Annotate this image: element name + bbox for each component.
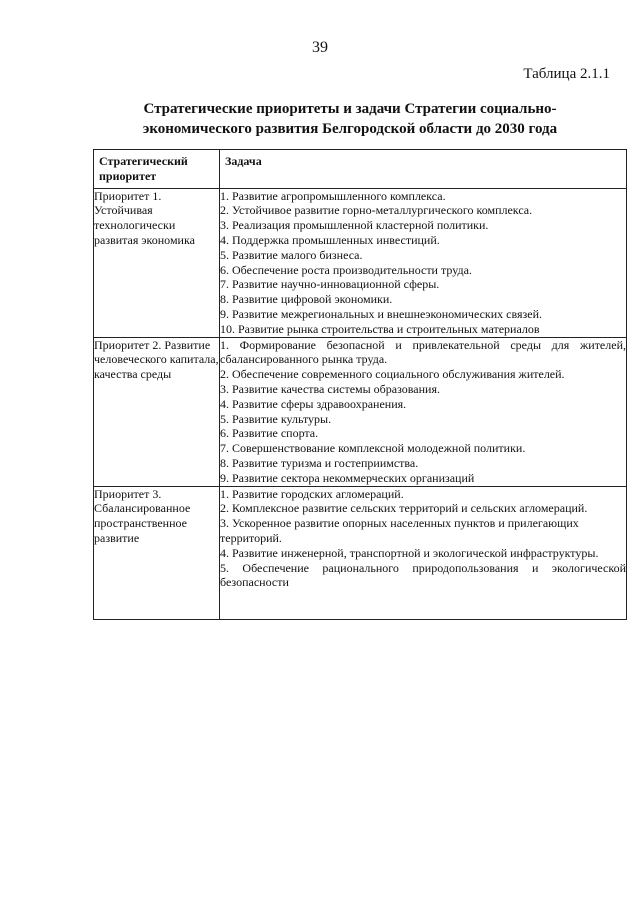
task-item: 5. Развитие культуры. — [220, 411, 332, 426]
header-task: Задача — [220, 150, 627, 189]
document-title: Стратегические приоритеты и задачи Стратегии социально-экономического развития Белгородской области до 2030 года — [142, 101, 558, 137]
task-item: 3. Ускоренное развитие опорных населенных пунктов и прилегающих территорий. — [220, 516, 579, 545]
task-item: 5. Обеспечение рационального природопользования и экологической безопасности — [220, 560, 626, 590]
tasks-cell — [220, 188, 627, 337]
task-item: 8. Развитие цифровой экономики. — [220, 292, 393, 307]
task-item: 6. Обеспечение роста производительности труда. — [220, 262, 472, 277]
task-item: 9. Развитие межрегиональных и внешнеэкономических связей. — [220, 306, 542, 321]
tasks-cell — [220, 337, 627, 486]
tasks-cell — [220, 486, 627, 619]
task-item: 1. Развитие городских агломераций. — [220, 486, 404, 501]
table-row — [94, 188, 627, 337]
task-item: 6. Развитие спорта. — [220, 426, 319, 441]
priority-cell: Приоритет 2. Развитие человеческого капитала, качества среды — [94, 337, 220, 486]
task-item: 2. Обеспечение современного социального обслуживания жителей. — [220, 367, 565, 382]
task-item: 7. Развитие научно-инновационной сферы. — [220, 277, 440, 292]
header-priority: Стратегический приоритет — [94, 150, 220, 189]
priority-cell: Приоритет 3. Сбалансированное пространственное развитие — [94, 486, 220, 619]
task-item: 2. Комплексное развитие сельских территорий и сельских агломераций. — [220, 501, 588, 516]
task-item: 1. Развитие агропромышленного комплекса. — [220, 188, 446, 203]
task-item: 10. Развитие рынка строительства и строительных материалов — [220, 321, 540, 336]
task-item: 1. Формирование безопасной и привлекательной среды для жителей, сбалансированного рынка труда. — [220, 337, 626, 367]
task-item: 2. Устойчивое развитие горно-металлургического комплекса. — [220, 203, 533, 218]
task-item: 8. Развитие туризма и гостеприимства. — [220, 455, 419, 470]
task-item: 3. Развитие качества системы образования. — [220, 381, 440, 396]
table-header-row — [94, 150, 627, 189]
task-item: 3. Реализация промышленной кластерной политики. — [220, 218, 489, 233]
page-number: 39 — [312, 39, 328, 56]
table-row — [94, 486, 627, 619]
task-item: 7. Совершенствование комплексной молодежной политики. — [220, 441, 526, 456]
table-row — [94, 337, 627, 486]
task-item: 5. Развитие малого бизнеса. — [220, 247, 363, 262]
task-item: 9. Развитие сектора некоммерческих организаций — [220, 470, 475, 485]
priorities-table — [93, 149, 627, 620]
priority-cell: Приоритет 1. Устойчивая технологически развитая экономика — [94, 188, 220, 337]
task-item: 4. Поддержка промышленных инвестиций. — [220, 232, 440, 247]
task-item: 4. Развитие инженерной, транспортной и экологической инфраструктуры. — [220, 545, 599, 560]
table-label: Таблица 2.1.1 — [523, 66, 610, 82]
task-item: 4. Развитие сферы здравоохранения. — [220, 396, 407, 411]
